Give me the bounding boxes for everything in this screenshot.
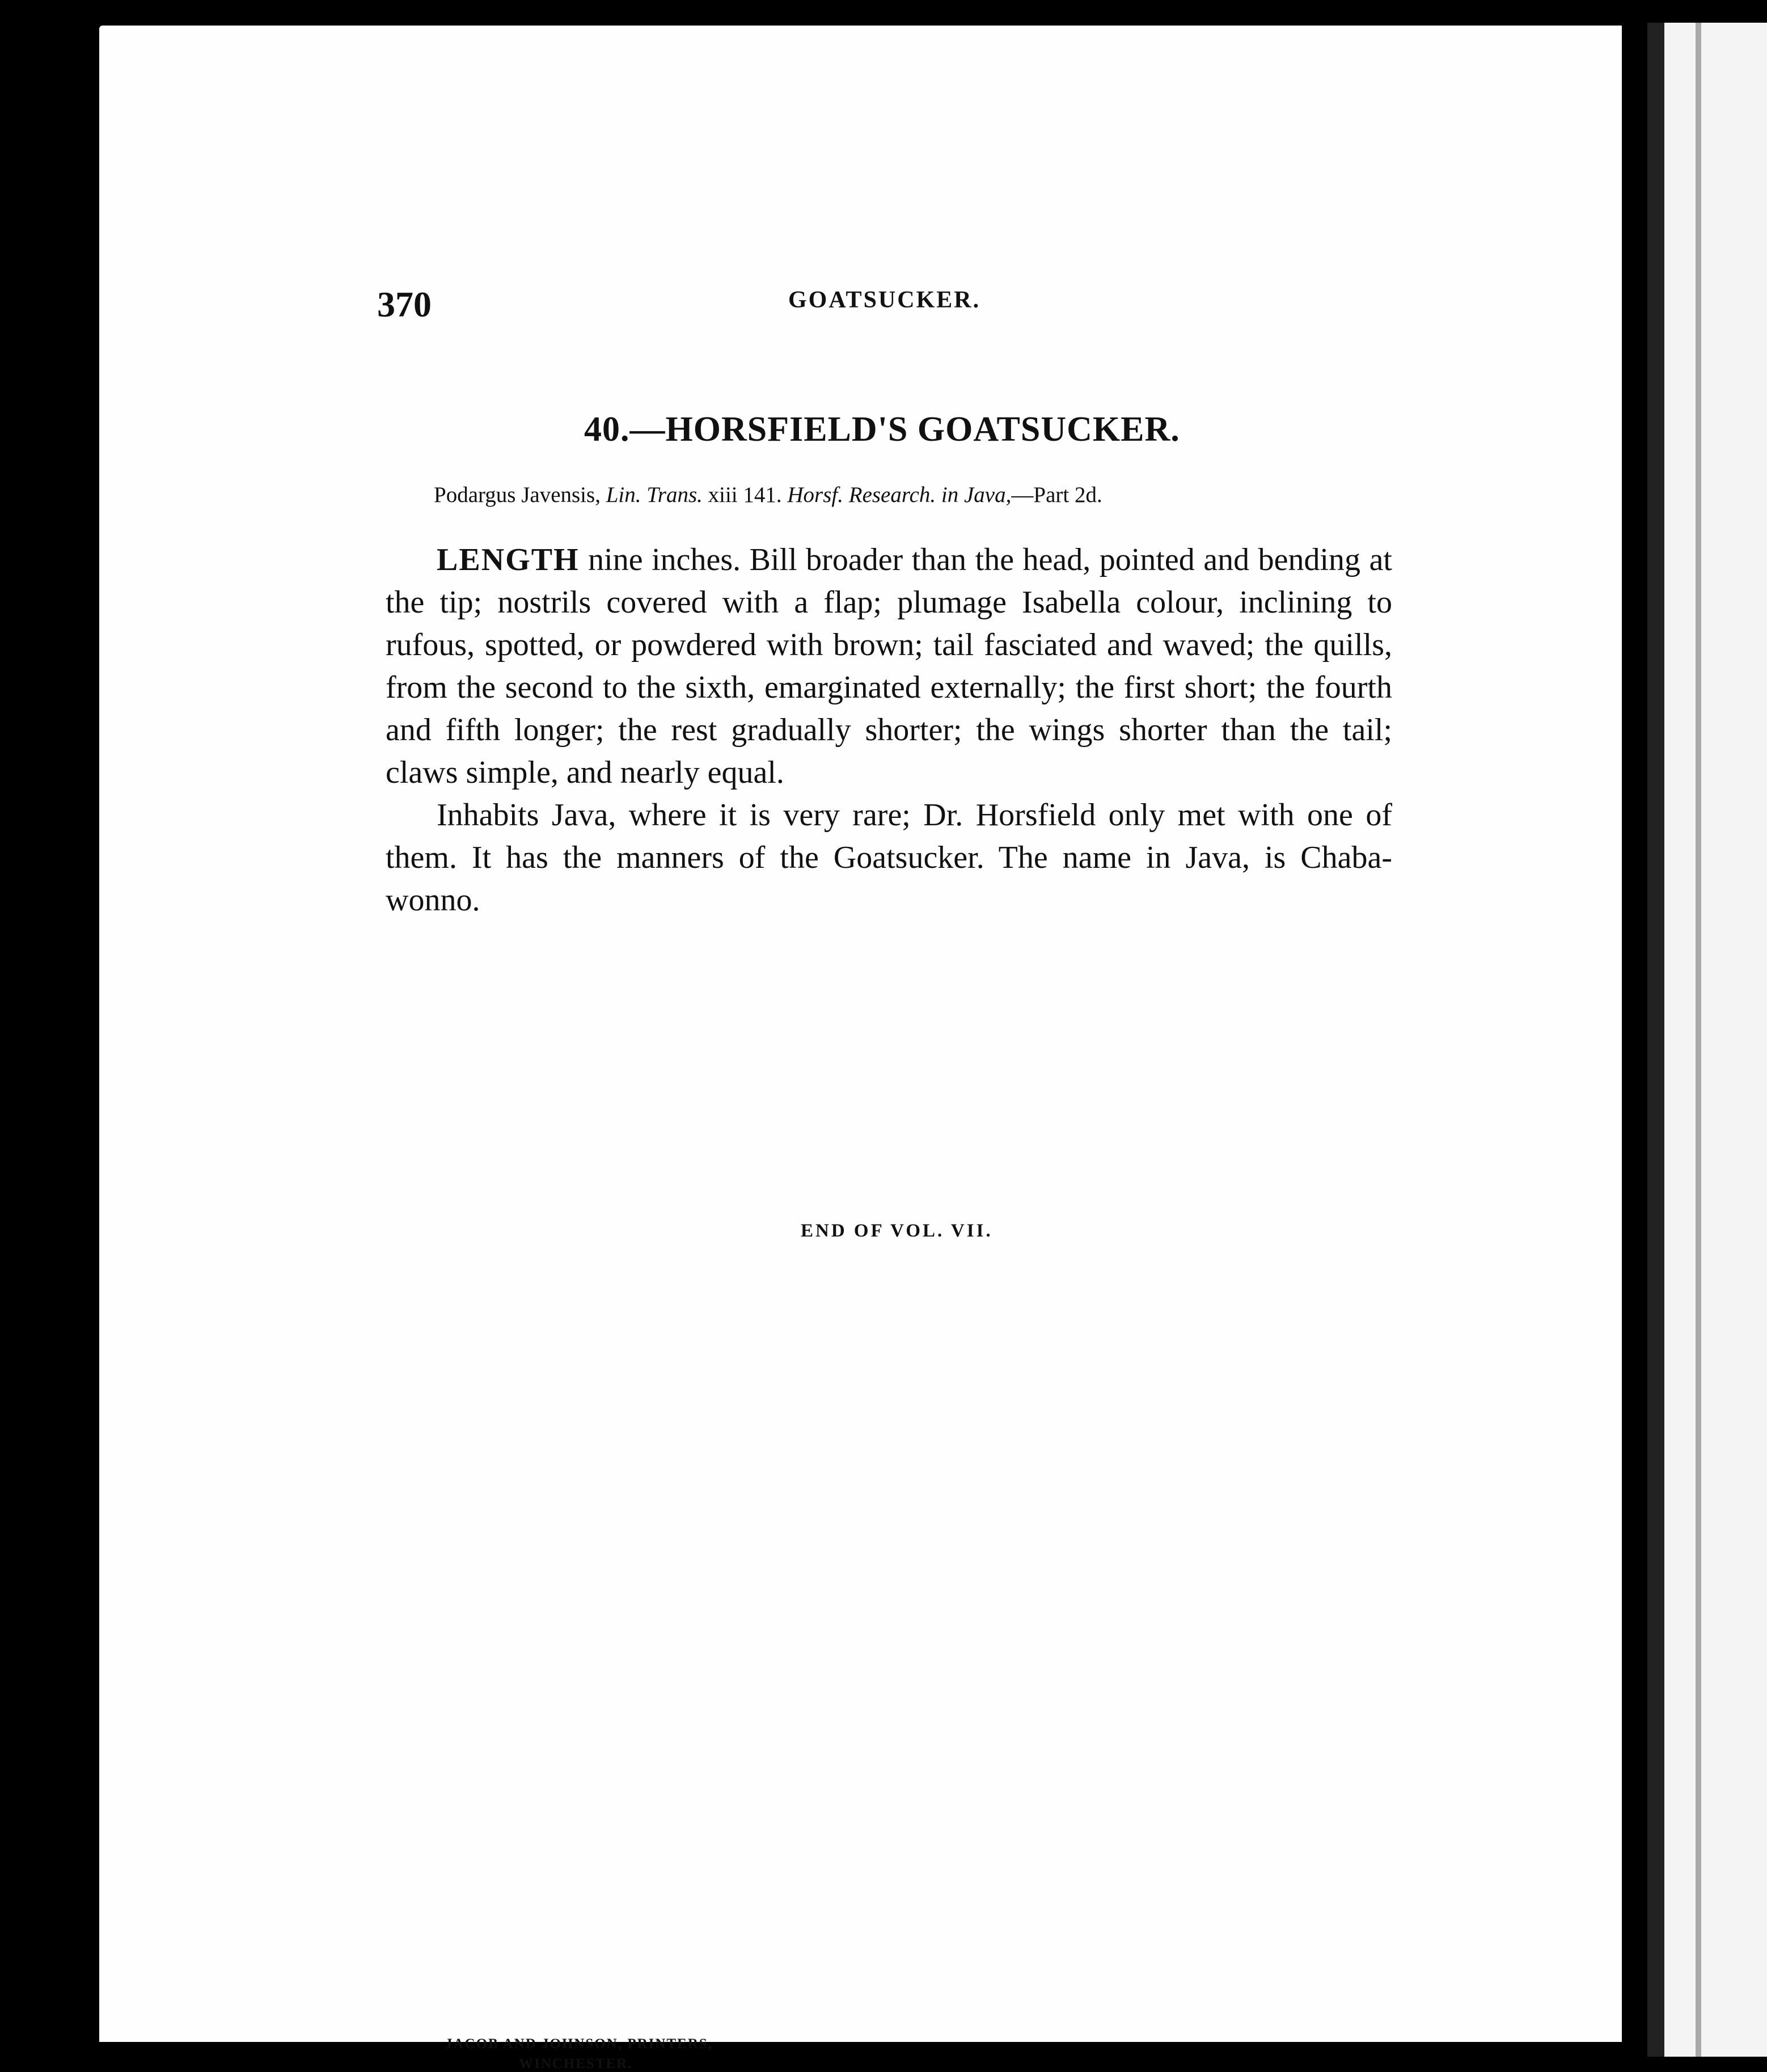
synonymy-source-2: Horsf. Research. in Java, — [787, 483, 1012, 507]
synonymy-species: Podargus Javensis, — [434, 483, 606, 507]
colophon-printers: JACOB AND JOHNSON, PRINTERS, — [445, 2036, 713, 2052]
synonymy-volume: xiii 141. — [702, 483, 788, 507]
habitat-paragraph: Inhabits Java, where it is very rare; Dr. Horsfield only met with one of them. It has the manners of the Goatsucker. The name in Java, is Chaba-wonno. — [386, 797, 1392, 918]
description-text: nine inches. Bill broader than the head, pointed and bending at the tip; nostrils covered with a flap; plumage Isabella colour, inclining to rufous, spotted, or powdered with brown; tail fasciated and waved; the quills, from the second to the sixth, emarginated externally; the first short; the fourth and fifth longer; the rest gradually shorter; the wings shorter than the tail; claws simple, and nearly equal. — [386, 542, 1392, 790]
synonymy-source-1: Lin. Trans. — [606, 483, 703, 507]
page-edge-line — [1696, 23, 1701, 2057]
colophon-place: WINCHESTER. — [519, 2056, 633, 2071]
page-number: 370 — [377, 284, 432, 324]
facing-page-edge — [1647, 23, 1767, 2057]
article-body — [386, 539, 1392, 922]
article-title: 40.—HORSFIELD'S GOATSUCKER. — [584, 410, 1180, 449]
page-sheet — [99, 26, 1622, 2042]
synonymy-reference — [434, 482, 1102, 508]
end-of-volume-note: END OF VOL. VII. — [801, 1221, 993, 1241]
spine-shadow — [1647, 23, 1664, 2057]
description-paragraph — [386, 539, 1392, 794]
lead-word: LENGTH — [437, 542, 580, 577]
synonymy-part: —Part 2d. — [1011, 483, 1102, 507]
running-head: GOATSUCKER. — [788, 287, 981, 313]
